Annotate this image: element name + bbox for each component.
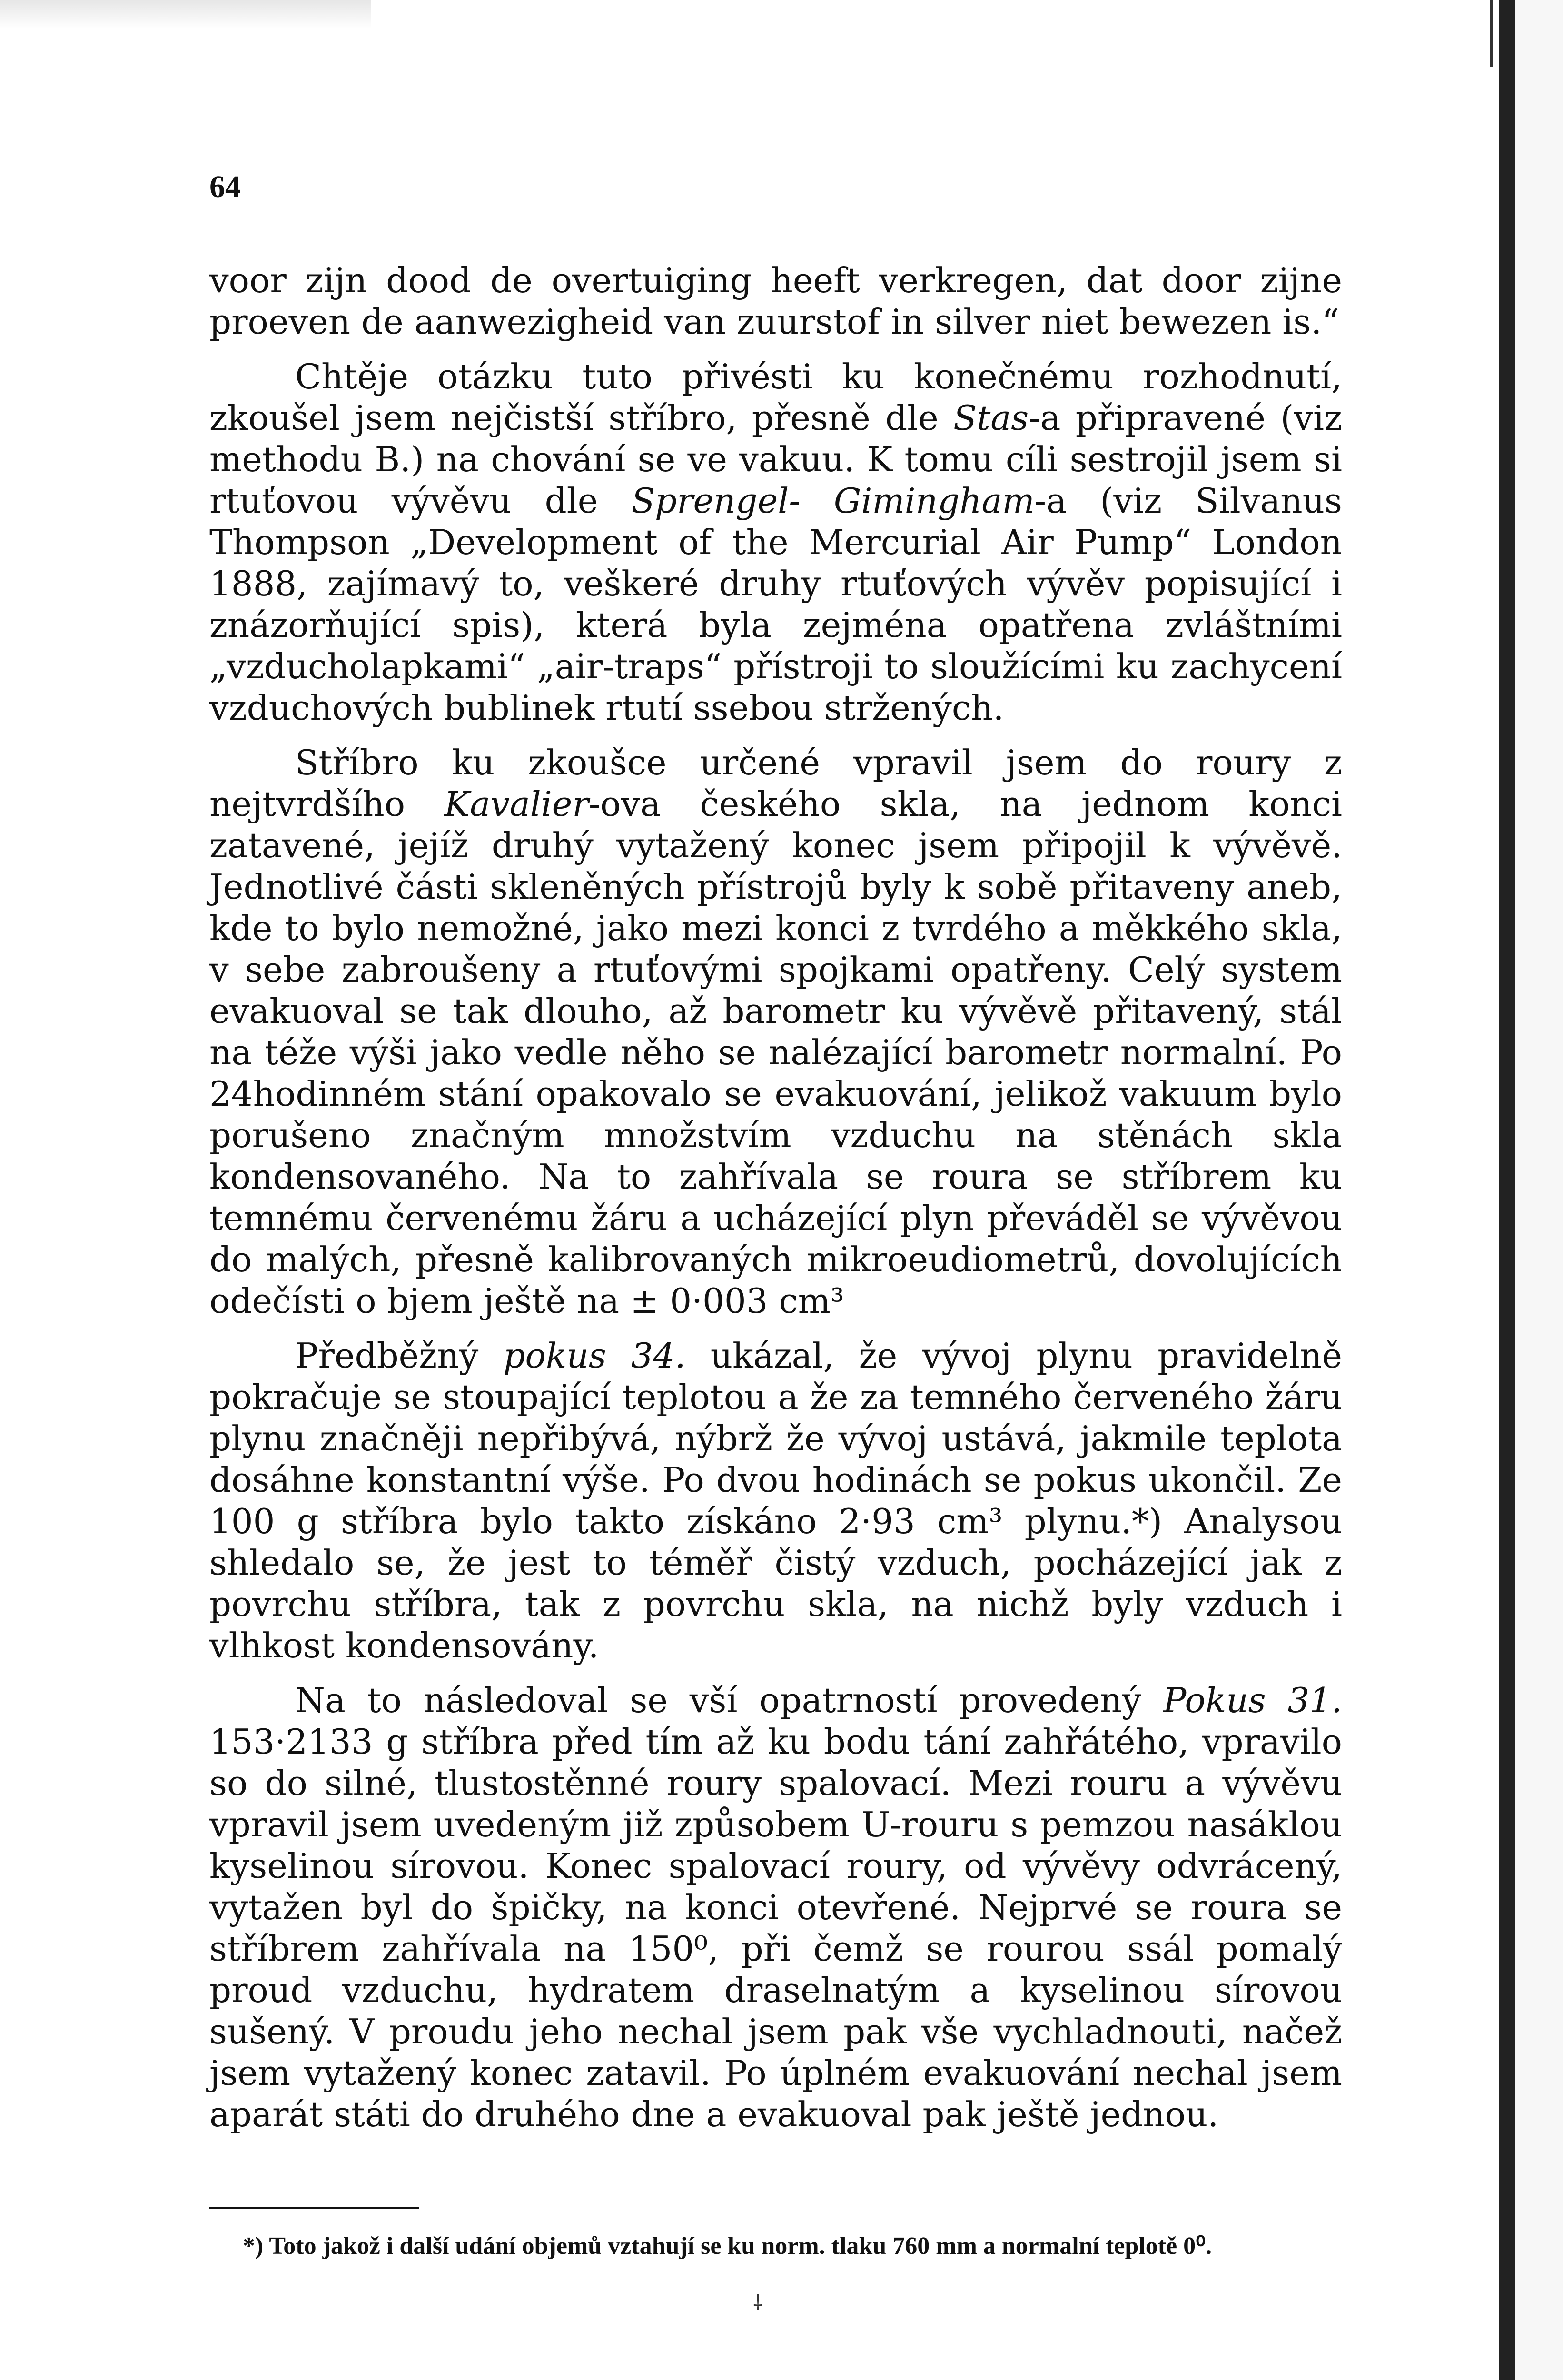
paragraph-p2 [209,356,1342,729]
text-run: -ova českého skla, na jednom konci zatavené, jejíž druhý vytažený konec jsem připojil k vývěvě. Jednotlivé části skleněných přístrojů byly k sobě přitaveny aneb, kde to bylo nemožné, jako mezi konci z tvrdého a měkkého skla, v sebe zabroušeny a rtuťovými spojkami opatřeny. Celý system evakuoval se tak dlouho, až barometr ku vývěvě přitavený, stál na téže výši jako vedle něho se nalézající barometr normalní. Po 24hodinném stání opakovalo se evakuování, jelikož vakuum bylo porušeno značným množstvím vzduchu na stěnách skla kondensovaného. Na to zahřívala se roura se stříbrem ku temnému červenému žáru a ucházející plyn převáděl se vývěvou do malých, přesně kalibrovaných mikroeudiometrů, dovolujících odečísti o bjem ještě na ± 0·003 cm³ [209,784,1342,1321]
italic-run: Stas [953,398,1029,438]
italic-run: Sprengel- Gimingham [631,481,1035,521]
footnote-divider [209,2207,419,2209]
paragraph-p3 [209,742,1342,1322]
scan-edge-binding [1499,0,1515,2380]
scan-edge-mark [1490,0,1493,67]
text-run: Předběžný [295,1336,504,1376]
paragraph-p4 [209,1335,1342,1666]
text-run: -a (viz Silvanus Thompson „Development of the Mercurial Air Pump“ London 1888, zajímavý to, veškeré druhy rtuťových vývěv popisující i znázorňující spis), která byla zejména opatřena zvláštními „vzducholapkami“ „air-traps“ přístroji to sloužícími ku zachycení vzduchových bublinek rtutí ssebou stržených. [209,481,1342,728]
text-run: 153·2133 g stříbra před tím až ku bodu tání zahřátého, vpravilo so do silné, tlustostěnné roury spalovací. Mezi rouru a vývěvu vpravil jsem uvedeným již způsobem U-rouru s pemzou nasáklou kyselinou sírovou. Konec spalovací roury, od vývěvy odvrácený, vytažen byl do špičky, na konci otevřené. Nejprvé se roura se stříbrem zahřívala na 150⁰, při čemž se rourou ssál pomalý proud vzduchu, hydratem draselnatým a kyselinou sírovou sušený. V proudu jeho nechal jsem pak vše vychladnouti, načež jsem vytažený konec zatavil. Po úplném evakuování nechal jsem aparát státi do druhého dne a evakuoval pak ještě jednou. [209,1722,1342,2134]
scan-edge-margin [1515,0,1563,2380]
text-run: Na to následoval se vší opatrností provedený [295,1680,1163,1720]
page-number: 64 [209,169,241,204]
text-run: ukázal, že vývoj plynu pravidelně pokračuje se stoupající teplotou a že za temného červeného žáru plynu značněji nepřibývá, nýbrž že vývoj ustává, jakmile teplota dosáhne konstantní výše. Po dvou hodinách se pokus ukončil. Ze 100 g stříbra bylo takto získáno 2·93 cm³ plynu.*) Analysou shledalo se, že jest to téměř čistý vzduch, pocházející jak z povrchu stříbra, tak z povrchu skla, na nichž byly vzduch i vlhkost kondensovány. [209,1336,1342,1666]
body-text [209,260,1342,2135]
italic-run: Pokus 31. [1163,1680,1342,1720]
text-run: Chtěje otázku tuto přivésti ku konečnému rozhodnutí, zkoušel jsem nejčistší stříbro, přesně dle [209,357,1342,438]
text-run: voor zijn dood de overtuiging heeft verkregen, dat door zijne proeven de aanwezigheid van zuurstof in silver niet bewezen is.“ [209,260,1342,342]
text-run: -a připravené (viz methodu B.) na chování se ve vakuu. K tomu cíli sestrojil jsem si rtuťovou vývěvu dle [209,398,1342,521]
page-mark: ⸸ [753,2291,763,2315]
paragraph-p5 [209,1680,1342,2135]
text-run: Stříbro ku zkoušce určené vpravil jsem do roury z nejtvrdšího [209,743,1342,824]
footnote: *) Toto jakož i další udání objemů vztahují se ku norm. tlaku 760 mm a normalní teplotě 0⁰. [243,2232,1212,2260]
italic-run: pokus 34. [503,1336,686,1376]
scan-edge-top [0,0,371,29]
italic-run: Kavalier [444,784,589,824]
paragraph-p1 [209,260,1342,343]
document-page [209,171,1342,2264]
